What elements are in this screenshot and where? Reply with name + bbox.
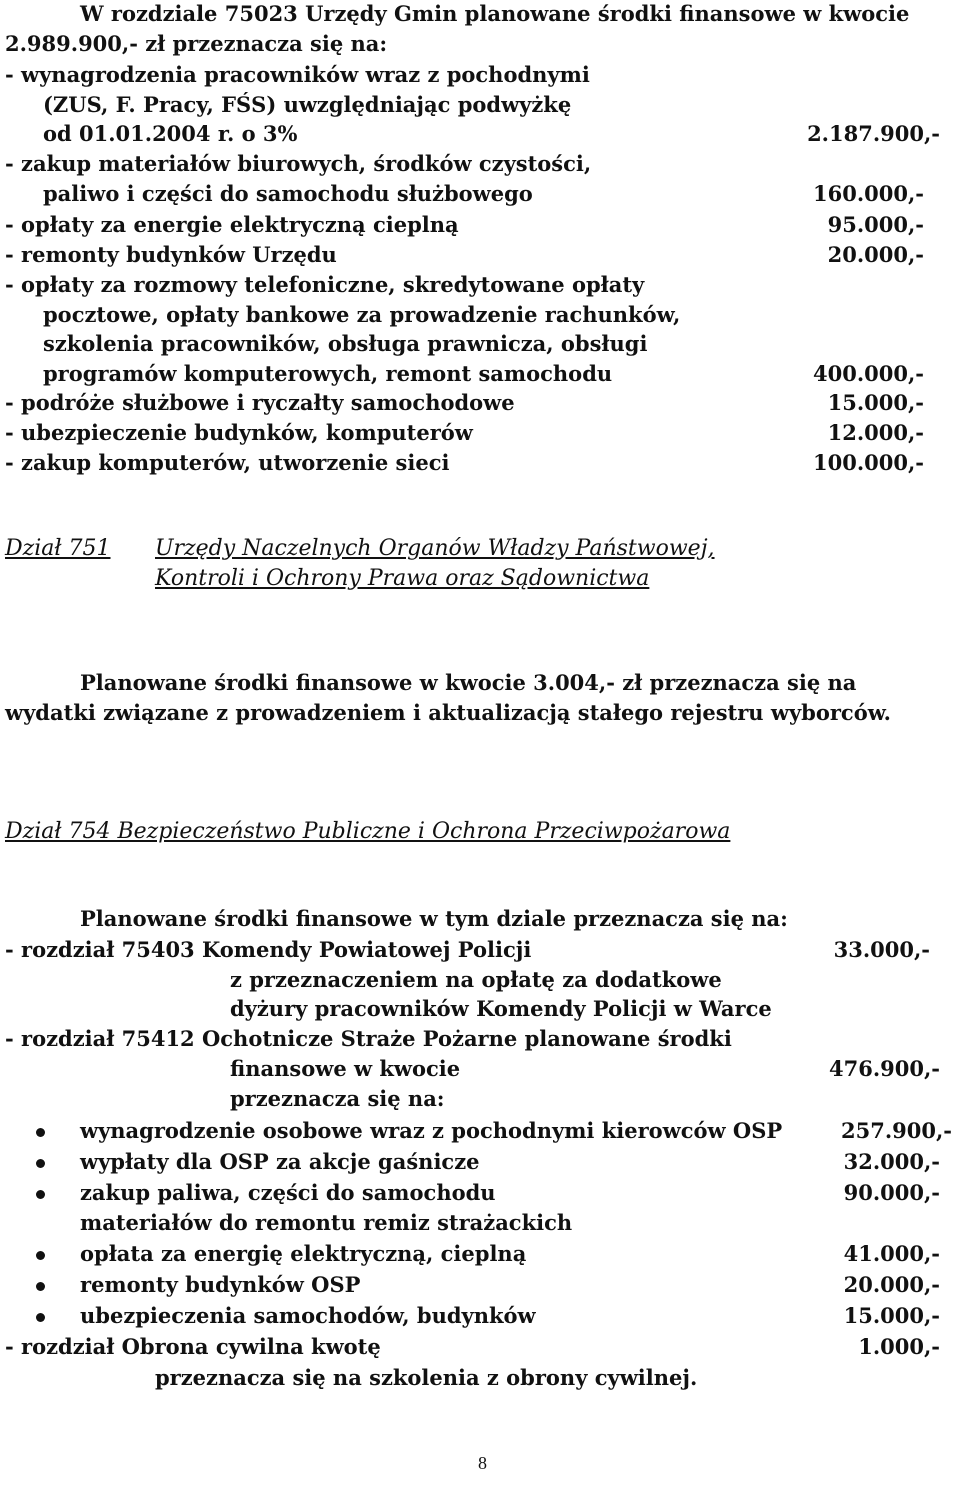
- section-751-prefix: Dział 751: [5, 536, 111, 561]
- bullet-item-renovations: remonty budynków OSP: [80, 1272, 361, 1297]
- bullet-dot: [36, 1313, 45, 1322]
- bullet-item-fuel-continuation: materiałów do remontu remiz strażackich: [80, 1210, 573, 1235]
- section-754-heading: Dział 754 Bezpieczeństwo Publiczne i Ochrona Przeciwpożarowa: [5, 819, 731, 844]
- item-renovations-line: - remonty budynków Urzędu: [5, 242, 337, 267]
- section-751-heading-line-1: Urzędy Naczelnych Organów Władzy Państwowej,: [155, 536, 715, 561]
- item-salaries-line-2: (ZUS, F. Pracy, FŚS) uwzględniając podwyżkę: [43, 92, 572, 117]
- page-number: 8: [478, 1453, 487, 1473]
- rozdzial-75403-line-2: z przeznaczeniem na opłatę za dodatkowe: [230, 967, 722, 992]
- bullet-dot: [36, 1159, 45, 1168]
- bullet-item-salaries-amount: 257.900,-: [840, 1118, 952, 1143]
- section-751-body-line-2: wydatki związane z prowadzeniem i aktualizacją stałego rejestru wyborców.: [5, 700, 891, 725]
- obrona-cywilna-amount: 1.000,-: [858, 1334, 940, 1359]
- item-travel-amount: 15.000,-: [827, 390, 924, 415]
- item-insurance-amount: 12.000,-: [827, 420, 924, 445]
- item-office-supplies-line-2: paliwo i części do samochodu służbowego: [43, 181, 533, 206]
- bullet-item-insurance-amount: 15.000,-: [843, 1303, 940, 1328]
- item-energy-line: - opłaty za energie elektryczną cieplną: [5, 212, 459, 237]
- bullet-dot: [36, 1128, 45, 1137]
- bullet-dot: [36, 1251, 45, 1260]
- intro-line-2: 2.989.900,- zł przeznacza się na:: [5, 31, 388, 56]
- item-travel-line: - podróże służbowe i ryczałty samochodowe: [5, 390, 515, 415]
- item-office-supplies-line-1: - zakup materiałów biurowych, środków czystości,: [5, 151, 592, 176]
- bullet-item-salaries: wynagrodzenie osobowe wraz z pochodnymi kierowców OSP: [80, 1118, 783, 1143]
- bullet-item-fuel-amount: 90.000,-: [843, 1180, 940, 1205]
- rozdzial-75403-line-1: - rozdział 75403 Komendy Powiatowej Policji: [5, 937, 532, 962]
- bullet-item-energy-amount: 41.000,-: [843, 1241, 940, 1266]
- item-salaries-amount: 2.187.900,-: [807, 121, 940, 146]
- item-renovations-amount: 20.000,-: [827, 242, 924, 267]
- bullet-dot: [36, 1282, 45, 1291]
- bullet-item-firefighting-amount: 32.000,-: [843, 1149, 940, 1174]
- bullet-item-fuel: zakup paliwa, części do samochodu: [80, 1180, 496, 1205]
- item-salaries-line-1: - wynagrodzenia pracowników wraz z pochodnymi: [5, 62, 590, 87]
- section-751-body-line-1: Planowane środki finansowe w kwocie 3.004,- zł przeznacza się na: [80, 670, 857, 695]
- rozdzial-75412-amount: 476.900,-: [828, 1056, 940, 1081]
- item-fees-line-3: szkolenia pracowników, obsługa prawnicza, obsługi: [43, 331, 648, 356]
- obrona-cywilna-line-2: przeznacza się na szkolenia z obrony cywilnej.: [155, 1365, 698, 1390]
- rozdzial-75412-line-2: finansowe w kwocie: [230, 1056, 461, 1081]
- item-fees-amount: 400.000,-: [812, 361, 924, 386]
- item-fees-line-4: programów komputerowych, remont samochodu: [43, 361, 613, 386]
- bullet-item-energy: opłata za energię elektryczną, cieplną: [80, 1241, 527, 1266]
- item-computers-line: - zakup komputerów, utworzenie sieci: [5, 450, 450, 475]
- rozdzial-75412-line-3: przeznacza się na:: [230, 1086, 445, 1111]
- bullet-item-renovations-amount: 20.000,-: [843, 1272, 940, 1297]
- item-computers-amount: 100.000,-: [812, 450, 924, 475]
- obrona-cywilna-line-1: - rozdział Obrona cywilna kwotę: [5, 1334, 381, 1359]
- item-insurance-line: - ubezpieczenie budynków, komputerów: [5, 420, 473, 445]
- bullet-dot: [36, 1190, 45, 1199]
- item-fees-line-1: - opłaty za rozmowy telefoniczne, skredytowane opłaty: [5, 272, 645, 297]
- rozdzial-75403-amount: 33.000,-: [833, 937, 930, 962]
- item-salaries-line-3: od 01.01.2004 r. o 3%: [43, 121, 298, 146]
- item-office-supplies-amount: 160.000,-: [812, 181, 924, 206]
- item-fees-line-2: pocztowe, opłaty bankowe za prowadzenie rachunków,: [43, 302, 681, 327]
- item-energy-amount: 95.000,-: [827, 212, 924, 237]
- bullet-item-firefighting: wypłaty dla OSP za akcje gaśnicze: [80, 1149, 480, 1174]
- rozdzial-75412-line-1: - rozdział 75412 Ochotnicze Straże Pożarne planowane środki: [5, 1026, 732, 1051]
- section-751-heading-line-2: Kontroli i Ochrony Prawa oraz Sądownictwa: [155, 566, 650, 591]
- intro-line-1: W rozdziale 75023 Urzędy Gmin planowane środki finansowe w kwocie: [80, 1, 910, 26]
- section-754-intro: Planowane środki finansowe w tym dziale przeznacza się na:: [80, 906, 788, 931]
- bullet-item-insurance: ubezpieczenia samochodów, budynków: [80, 1303, 536, 1328]
- rozdzial-75403-line-3: dyżury pracowników Komendy Policji w Warce: [230, 996, 772, 1021]
